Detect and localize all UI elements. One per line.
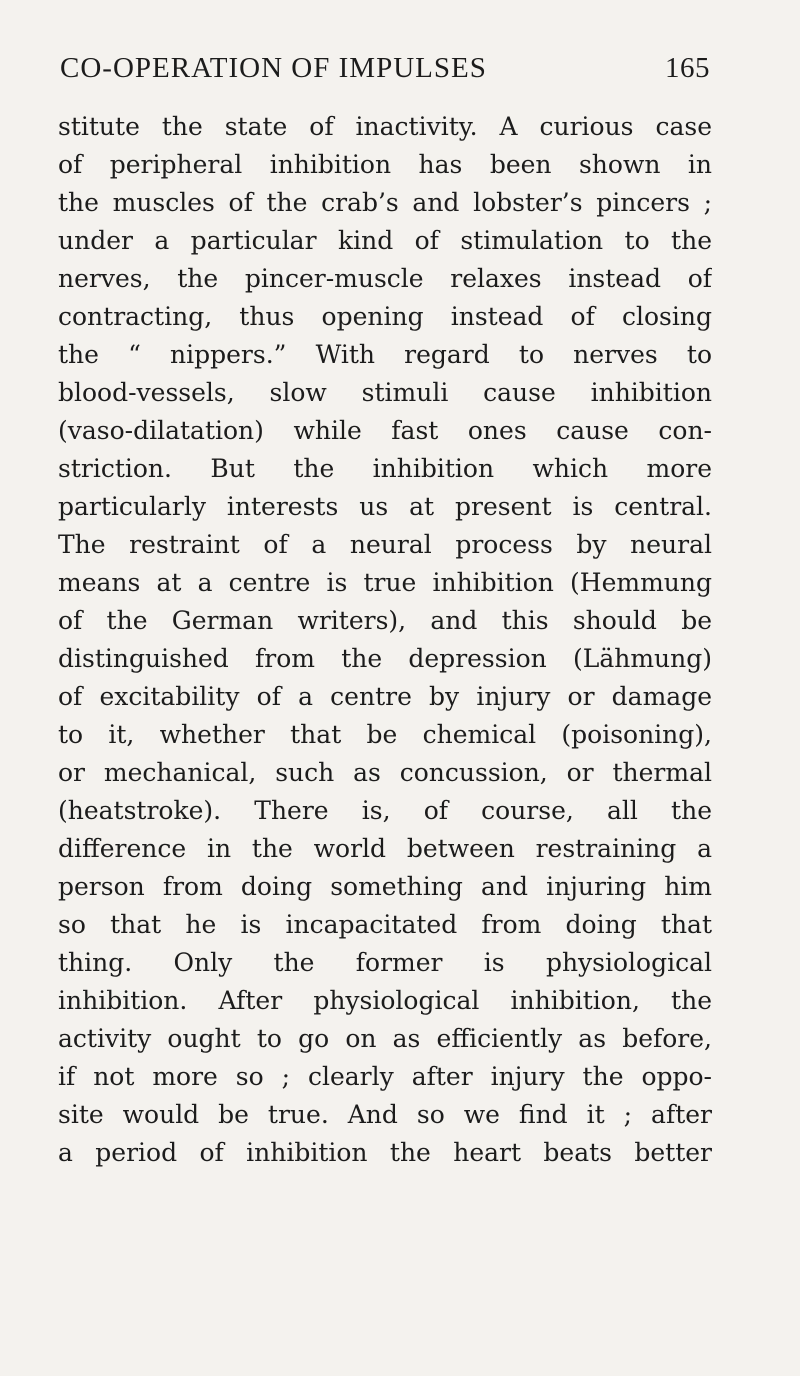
- text-line: difference in the world between restraining a: [58, 834, 712, 863]
- text-line: if not more so ; clearly after injury the oppo-: [58, 1062, 712, 1091]
- text-line: The restraint of a neural process by neural: [58, 530, 712, 559]
- text-line: inhibition. After physiological inhibition, the: [58, 986, 712, 1015]
- text-line: striction. But the inhibition which more: [58, 454, 712, 483]
- text-line: the muscles of the crab’s and lobster’s pincers ;: [58, 188, 712, 217]
- text-line: of the German writers), and this should be: [58, 606, 712, 635]
- text-line: particularly interests us at present is central.: [58, 492, 712, 521]
- text-line: (vaso-dilatation) while fast ones cause con-: [58, 416, 712, 445]
- text-line: distinguished from the depression (Lähmung): [58, 644, 712, 673]
- text-line: (heatstroke). There is, of course, all the: [58, 796, 712, 825]
- text-line: contracting, thus opening instead of closing: [58, 302, 712, 331]
- text-line: person from doing something and injuring him: [58, 872, 712, 901]
- running-head-title: CO-OPERATION OF IMPULSES: [60, 52, 487, 84]
- text-line: to it, whether that be chemical (poisoning),: [58, 720, 712, 749]
- text-line: or mechanical, such as concussion, or thermal: [58, 758, 712, 787]
- text-line: nerves, the pincer-muscle relaxes instead of: [58, 264, 712, 293]
- page-number: 165: [665, 52, 710, 84]
- text-line: of peripheral inhibition has been shown in: [58, 150, 712, 179]
- text-line: the “ nippers.” With regard to nerves to: [58, 340, 712, 369]
- text-line: stitute the state of inactivity. A curious case: [58, 112, 712, 141]
- text-line: a period of inhibition the heart beats better: [58, 1138, 712, 1167]
- text-line: of excitability of a centre by injury or damage: [58, 682, 712, 711]
- text-line: activity ought to go on as efficiently as before,: [58, 1024, 712, 1053]
- text-line: thing. Only the former is physiological: [58, 948, 712, 977]
- text-line: under a particular kind of stimulation to the: [58, 226, 712, 255]
- text-line: means at a centre is true inhibition (Hemmung: [58, 568, 712, 597]
- running-head: [60, 52, 710, 100]
- text-line: site would be true. And so we find it ; after: [58, 1100, 712, 1129]
- text-line: blood-vessels, slow stimuli cause inhibition: [58, 378, 712, 407]
- text-line: so that he is incapacitated from doing that: [58, 910, 712, 939]
- body-text: [58, 108, 712, 1172]
